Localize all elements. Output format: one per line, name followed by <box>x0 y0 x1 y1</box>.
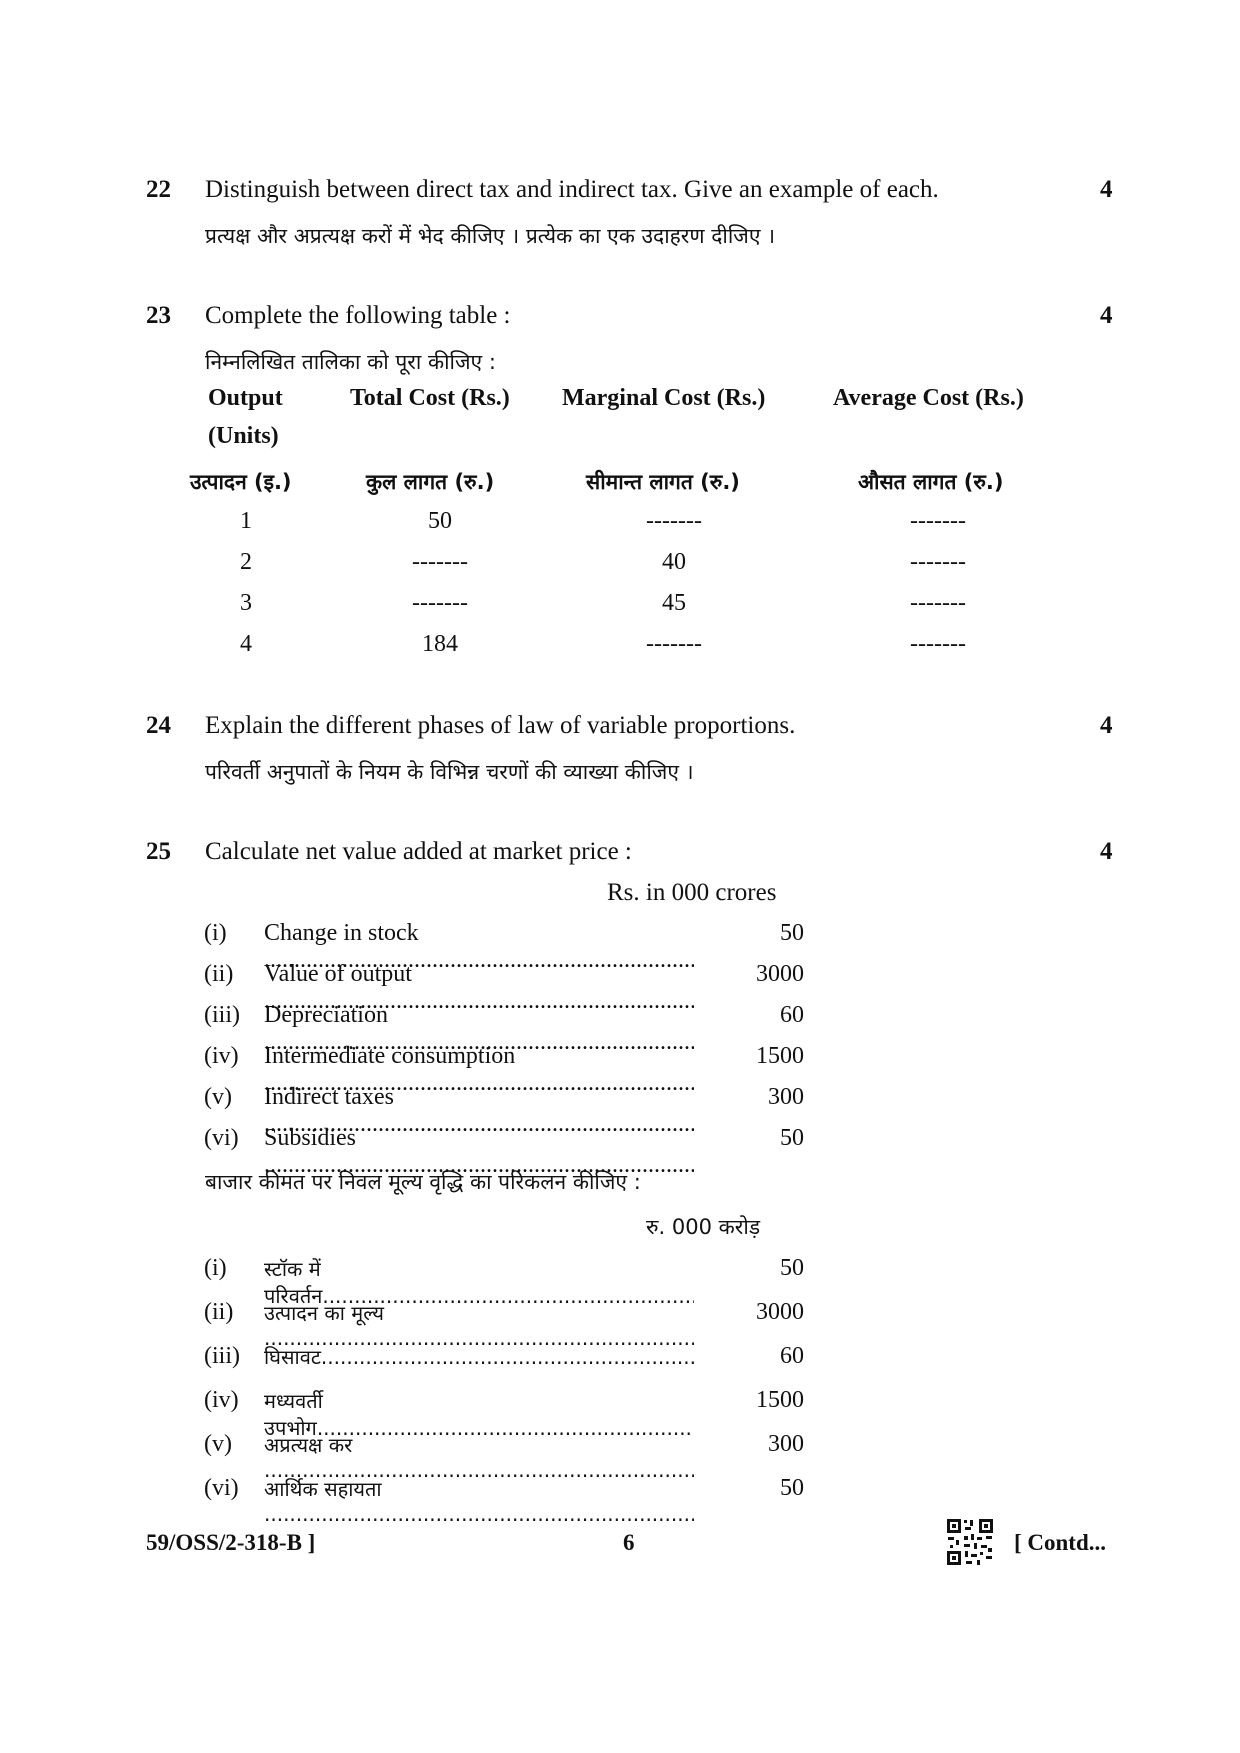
item-value: 300 <box>768 1431 804 1457</box>
list-item <box>204 920 804 952</box>
list-item <box>204 1002 804 1034</box>
list-item <box>204 1475 804 1507</box>
table-cell: 2 <box>240 549 252 575</box>
question-number: 23 <box>146 302 171 329</box>
table-cell: ------- <box>646 631 702 657</box>
item-value: 60 <box>780 1343 804 1369</box>
question-text-hindi: निम्नलिखित तालिका को पूरा कीजिए : <box>205 350 496 374</box>
question-text-hindi: परिवर्ती अनुपातों के नियम के विभिन्न चरणों की व्याख्या कीजिए । <box>205 760 694 784</box>
item-value: 50 <box>780 1475 804 1501</box>
item-value: 1500 <box>756 1043 804 1069</box>
table-cell: ------- <box>412 590 468 616</box>
item-number: (v) <box>204 1431 232 1457</box>
question-marks: 4 <box>1100 176 1113 203</box>
continued-label: [ Contd... <box>1014 1530 1107 1555</box>
unit-label-hindi: रु. 000 करोड़ <box>646 1215 761 1239</box>
item-value: 3000 <box>756 961 804 987</box>
header-total-cost: Total Cost (Rs.) <box>350 385 510 411</box>
item-label: अप्रत्यक्ष कर ..... <box>264 1431 694 1482</box>
list-item <box>204 1387 804 1440</box>
item-number: (iv) <box>204 1043 239 1069</box>
table-cell: ------- <box>910 508 966 534</box>
item-number: (vi) <box>204 1125 239 1151</box>
list-item <box>204 1343 804 1375</box>
paper-code: 59/OSS/2-318-B ] <box>146 1530 316 1555</box>
item-number: (v) <box>204 1084 232 1110</box>
header-units: (Units) <box>208 423 279 449</box>
table-cell: 4 <box>240 631 252 657</box>
question-text-hindi: बाजार कीमत पर निवल मूल्य वृद्धि का परिकलन कीजिए : <box>205 1170 641 1194</box>
item-value: 50 <box>780 1255 804 1281</box>
item-number: (ii) <box>204 1299 234 1325</box>
item-label: स्टॉक में परिवर्तन ..... <box>264 1255 694 1309</box>
list-item <box>204 961 804 993</box>
unit-label-english: Rs. in 000 crores <box>607 879 777 906</box>
item-number: (vi) <box>204 1475 239 1501</box>
question-number: 24 <box>146 712 171 739</box>
table-cell: ------- <box>910 631 966 657</box>
item-number: (ii) <box>204 961 234 987</box>
list-item <box>204 1299 804 1331</box>
question-number: 25 <box>146 838 171 865</box>
item-value: 60 <box>780 1002 804 1028</box>
item-number: (iii) <box>204 1002 240 1028</box>
question-number: 22 <box>146 176 171 203</box>
header-average-cost-hindi: औसत लागत (रु.) <box>858 470 1004 494</box>
table-cell: ------- <box>910 549 966 575</box>
question-text-english: Explain the different phases of law of variable proportions. <box>205 712 796 739</box>
table-cell: 40 <box>662 549 686 575</box>
item-value: 300 <box>768 1084 804 1110</box>
item-label: घिसावट ..... <box>264 1343 694 1370</box>
table-cell: 45 <box>662 590 686 616</box>
list-item <box>204 1084 804 1116</box>
question-text-english: Distinguish between direct tax and indirect tax. Give an example of each. <box>205 176 939 203</box>
list-item <box>204 1255 804 1308</box>
table-cell: 50 <box>428 508 452 534</box>
table-cell: ------- <box>910 590 966 616</box>
item-number: (i) <box>204 1255 227 1281</box>
question-text-english: Calculate net value added at market price : <box>205 838 632 865</box>
header-marginal-cost: Marginal Cost (Rs.) <box>562 385 766 411</box>
item-label: Intermediate consumption ..... <box>264 1043 694 1097</box>
item-label: आर्थिक सहायता ..... <box>264 1475 694 1526</box>
table-cell: 184 <box>422 631 458 657</box>
item-label: Subsidies ..... <box>264 1125 694 1179</box>
qr-code-icon <box>946 1518 994 1566</box>
page-number: 6 <box>623 1530 635 1555</box>
table-cell: ------- <box>412 549 468 575</box>
table-cell: ------- <box>646 508 702 534</box>
question-text-english: Complete the following table : <box>205 302 511 329</box>
table-cell: 3 <box>240 590 252 616</box>
header-output-hindi: उत्पादन (इ.) <box>190 470 292 494</box>
header-marginal-cost-hindi: सीमान्त लागत (रु.) <box>586 470 740 494</box>
item-label: मध्यवर्ती उपभोग ..... <box>264 1387 694 1441</box>
item-value: 1500 <box>756 1387 804 1413</box>
header-total-cost-hindi: कुल लागत (रु.) <box>366 470 495 494</box>
item-value: 50 <box>780 1125 804 1151</box>
question-marks: 4 <box>1100 838 1113 865</box>
item-label: Change in stock ..... <box>264 920 694 974</box>
item-label: उत्पादन का मूल्य ..... <box>264 1299 694 1350</box>
item-label: Value of output ..... <box>264 961 694 1015</box>
item-number: (iv) <box>204 1387 239 1413</box>
item-label: Depreciation ..... <box>264 1002 694 1056</box>
item-value: 3000 <box>756 1299 804 1325</box>
header-average-cost: Average Cost (Rs.) <box>833 385 1024 411</box>
table-cell: 1 <box>240 508 252 534</box>
list-item <box>204 1431 804 1463</box>
item-number: (iii) <box>204 1343 240 1369</box>
item-label: Indirect taxes ..... <box>264 1084 694 1138</box>
item-number: (i) <box>204 920 227 946</box>
question-marks: 4 <box>1100 302 1113 329</box>
list-item <box>204 1125 804 1157</box>
question-text-hindi: प्रत्यक्ष और अप्रत्यक्ष करों में भेद कीजिए । प्रत्येक का एक उदाहरण दीजिए । <box>205 224 776 248</box>
list-item <box>204 1043 804 1075</box>
header-output: Output <box>208 385 283 411</box>
item-value: 50 <box>780 920 804 946</box>
question-marks: 4 <box>1100 712 1113 739</box>
